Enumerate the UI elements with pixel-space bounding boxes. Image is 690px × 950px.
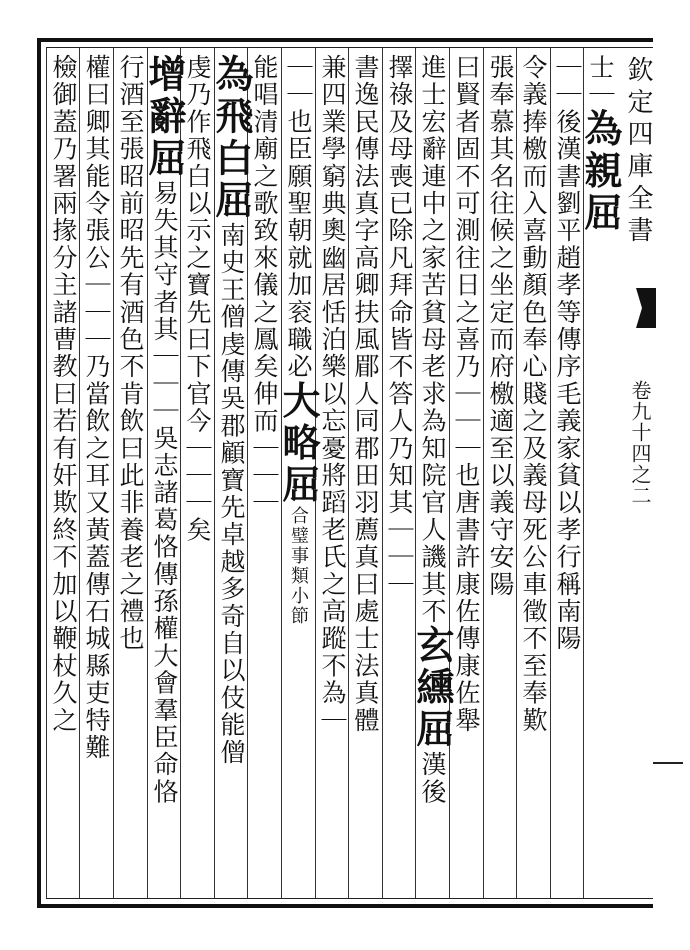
margin-volume-label: 卷九十四之二 [628,380,652,506]
column-text: 令義捧檄而入喜動顏色奉心賤之及義母死公車徵不至奉歎 [519,54,548,734]
entry-heading: 玄纁屈 [410,625,455,752]
text-column [41,54,85,894]
column-text: 伸而｜｜｜ [250,380,279,517]
entry-heading: 為親屈 [578,108,623,235]
column-text: 合璧事類小節 [288,506,309,627]
margin-tick-line [653,762,683,764]
column-text: 易失其守者其｜｜｜吳志諸葛恪傳孫權大會羣臣命恪 [150,180,179,806]
column-text: 士 [586,54,615,82]
column-text: ｜ [586,81,615,109]
column-text: 虔乃作飛白以示之寶先曰下官今｜｜｜矣 [183,54,212,544]
margin-book-title: 欽定四庫全書 [623,56,653,248]
entry-heading: 增辭屈 [142,54,187,180]
column-text: 能唱清廟之歌致來儀之鳳矣 [250,54,279,381]
column-text: 檢御蓋乃署兩掾分主諸曹教曰若有奸欺終不加以鞭杖久之 [49,54,78,734]
entry-heading: 為飛白屈 [209,54,254,222]
column-text: 進士宏辭連中之家苦貧母老求為知院官人譏其不 [418,54,447,626]
entry-heading: 大略屈 [276,380,321,507]
column-text: 擇祿及母喪已除凡拜命皆不答人乃知其｜｜｜ [385,54,414,598]
column-text: 書逸民傳法真字高卿扶風郿人同郡田羽薦真曰處士法真體 [351,54,380,734]
column-text: 權曰卿其能令張公｜｜｜乃當飲之耳又黃蓋傳石城縣吏特難 [82,54,111,762]
column-text: 張奉慕其名往候之坐定而府檄適至以義守安陽 [486,54,515,598]
column-text: 兼四業學窮典奧幽居恬泊樂以忘憂將蹈老氏之高蹤不為｜ [318,54,347,734]
column-text: 行酒至張昭前昭先有酒色不肯飲曰此非養老之禮也 [116,54,145,653]
column-text: 後漢書劉平趙孝等傳序毛義家貧以孝行稱南陽 [553,108,582,653]
column-text: 南史王僧虔傳吳郡顧寶先卓越多奇自以伎能僧 [217,222,246,766]
column-text: 曰賢者固不可測往日之喜乃｜｜｜也唐書許康佐傳康佐舉 [452,54,481,734]
column-text: ｜｜ [553,54,582,109]
column-text: ｜｜也臣願聖朝就加衮職必 [284,54,313,381]
column-text: 漢後 [418,751,447,806]
